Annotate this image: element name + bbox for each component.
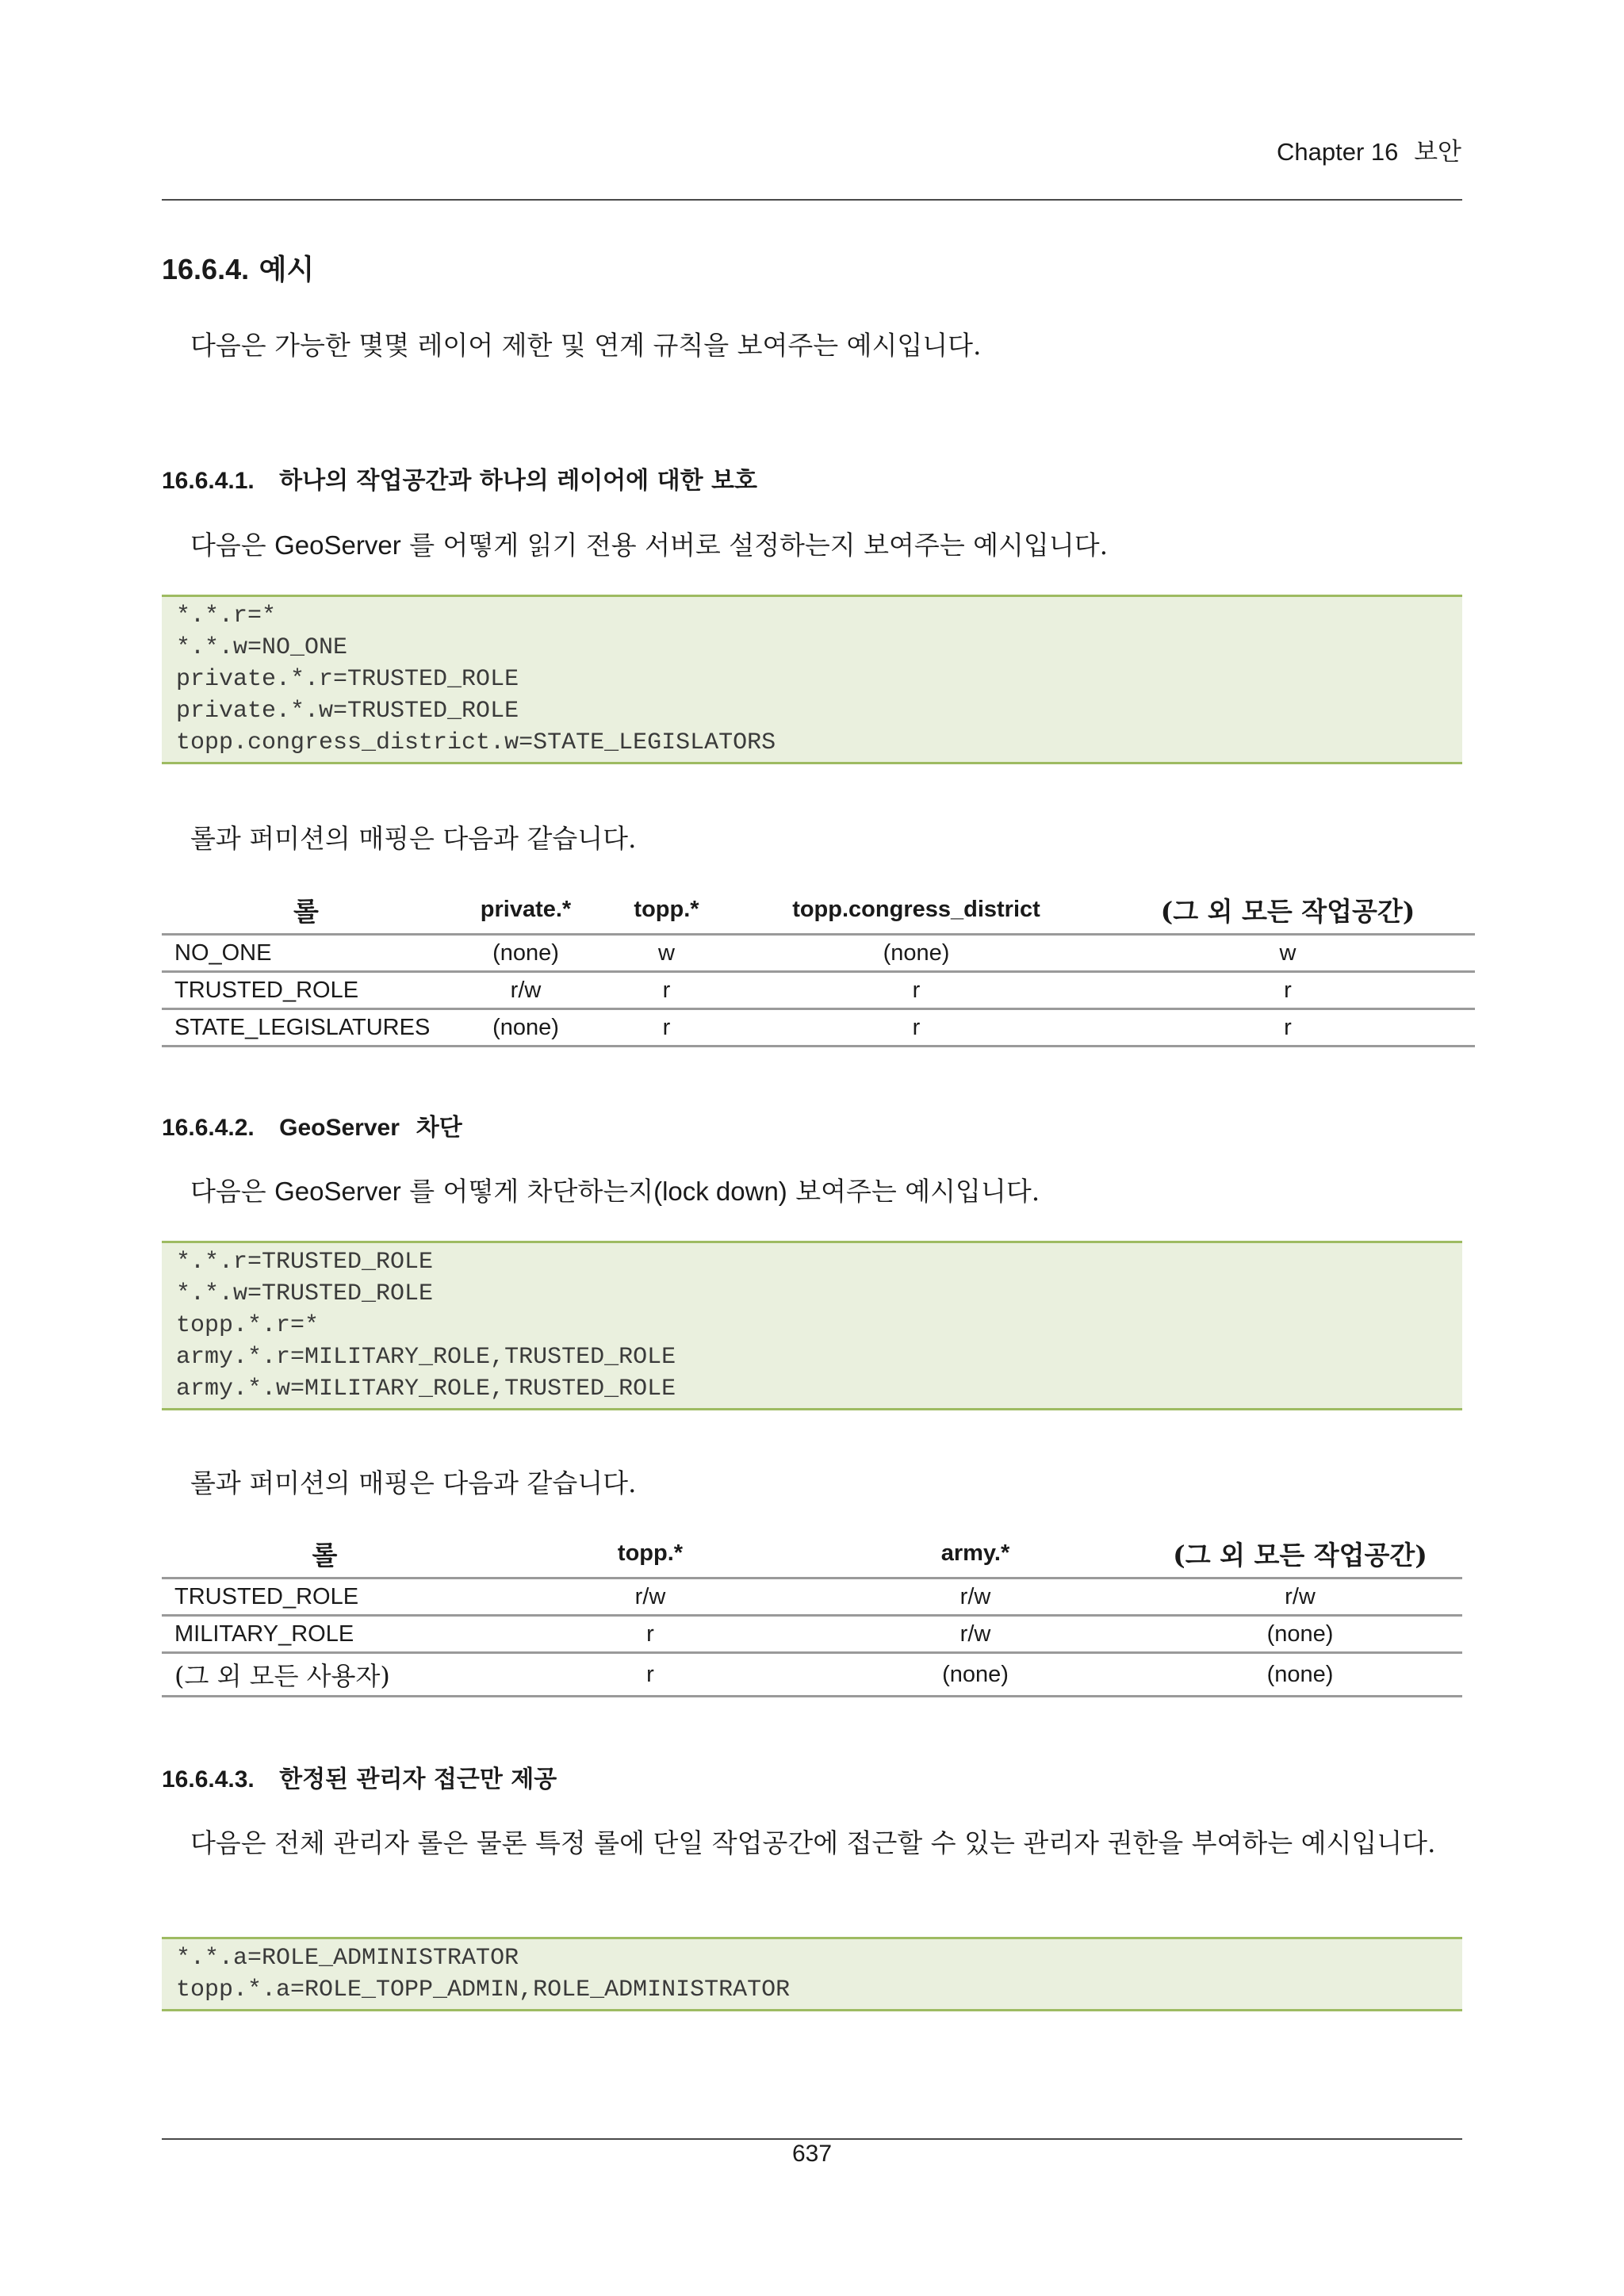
code-block-1 [162,595,1462,764]
para-text: 를 어떻게 차단하는지 [400,1176,654,1207]
code-line: topp.*.a=ROLE_TOPP_ADMIN,ROLE_ADMINISTRATOR [176,1976,791,2003]
table-header-row [162,886,1475,935]
code-line: private.*.w=TRUSTED_ROLE [176,698,519,725]
table-cell: (none) [1138,1653,1462,1697]
code-line: *.*.a=ROLE_ADMINISTRATOR [176,1945,519,1972]
table-cell: r [601,1009,732,1047]
running-header [1277,132,1461,167]
section-number: 16.6.4. [162,253,250,285]
table-cell: (none) [1138,1616,1462,1653]
brand-name: GeoServer [274,530,401,560]
table-cell: w [1101,935,1475,972]
code-line: *.*.w=NO_ONE [176,634,348,661]
column-header: (그 외 모든 작업공간) [1138,1529,1462,1578]
section-heading [162,247,314,288]
subsection-2-paragraph [162,1169,1491,1213]
table-row [162,1578,1462,1616]
subsection-1-title: 하나의 작업공간과 하나의 레이어에 대한 보호 [279,467,757,495]
table-row [162,935,1475,972]
table-cell: STATE_LEGISLATURES [162,1009,450,1047]
brand-name: GeoServer [274,1177,401,1206]
code-block-3 [162,1937,1462,2011]
table-cell: (none) [450,935,601,972]
mapping-text-2: 롤과 퍼미션의 매핑은 다음과 같습니다. [190,1468,637,1498]
intro-paragraph: 다음은 가능한 몇몇 레이어 제한 및 연계 규칙을 보여주는 예시입니다. [190,330,982,361]
table-cell: MILITARY_ROLE [162,1616,488,1653]
table-cell: r/w [488,1578,813,1616]
subsection-2-heading [162,1108,462,1142]
table-cell: NO_ONE [162,935,450,972]
table-cell: (그 외 모든 사용자) [162,1653,488,1697]
code-block-2 [162,1241,1462,1410]
column-header: topp.congress_district [732,886,1101,935]
para-text: (lock down) [653,1177,787,1206]
para-text: 를 어떻게 읽기 전용 서버로 설정하는지 보여주는 예시입니다. [400,530,1109,561]
permission-table-2 [162,1529,1462,1697]
table-cell: r/w [1138,1578,1462,1616]
code-line: topp.congress_district.w=STATE_LEGISLATORS [176,729,776,756]
table-cell: TRUSTED_ROLE [162,1578,488,1616]
subsection-2-number: 16.6.4.2. [162,1115,255,1141]
table-cell: r [1101,1009,1475,1047]
table-cell: r [601,972,732,1009]
subsection-2-title: 차단 [416,1114,462,1142]
chapter-title: 보안 [1414,138,1461,166]
code-line: *.*.w=TRUSTED_ROLE [176,1280,434,1307]
table-cell: r [488,1653,813,1697]
code-line: *.*.r=* [176,603,277,629]
para-text: 보여주는 예시입니다. [787,1176,1040,1207]
table-cell: (none) [450,1009,601,1047]
table-cell: r [732,1009,1101,1047]
subsection-1-paragraph [162,523,1491,567]
code-line: private.*.r=TRUSTED_ROLE [176,666,519,693]
page-number: 637 [791,2141,833,2167]
subsection-3-heading [162,1759,557,1794]
table-row [162,972,1475,1009]
code-line: army.*.r=MILITARY_ROLE,TRUSTED_ROLE [176,1344,676,1371]
table-cell: w [601,935,732,972]
table-cell: r/w [450,972,601,1009]
table-cell: r/w [813,1578,1138,1616]
code-line: topp.*.r=* [176,1312,320,1339]
table-cell: r [732,972,1101,1009]
header-rule [162,199,1462,201]
chapter-label: Chapter 16 [1276,138,1399,166]
mapping-text-1: 롤과 퍼미션의 매핑은 다음과 같습니다. [190,823,637,854]
code-line: *.*.r=TRUSTED_ROLE [176,1249,434,1276]
subsection-3-paragraph: 다음은 전체 관리자 롤은 물론 특정 롤에 단일 작업공간에 접근할 수 있는 관리자 권한을 부여하는 예시입니다. [190,1827,1436,1858]
subsection-3-title: 한정된 관리자 접근만 제공 [279,1766,557,1793]
table-cell: r [488,1616,813,1653]
table-header-row [162,1529,1462,1578]
table-row [162,1616,1462,1653]
table-cell: (none) [732,935,1101,972]
column-header: 롤 [162,886,450,935]
table-row [162,1009,1475,1047]
table-cell: TRUSTED_ROLE [162,972,450,1009]
para-text: 다음은 [190,1176,275,1207]
code-line: army.*.w=MILITARY_ROLE,TRUSTED_ROLE [176,1376,676,1402]
para-text: 다음은 [190,530,275,561]
section-title: 예시 [259,253,315,286]
column-header: 롤 [162,1529,488,1578]
column-header: topp.* [601,886,732,935]
subsection-2-brand: GeoServer [279,1115,400,1141]
subsection-1-heading [162,461,757,496]
column-header: topp.* [488,1529,813,1578]
subsection-3-number: 16.6.4.3. [162,1766,255,1793]
footer-rule [162,2138,1462,2140]
permission-table-1 [162,886,1475,1047]
column-header: (그 외 모든 작업공간) [1101,886,1475,935]
column-header: army.* [813,1529,1138,1578]
column-header: private.* [450,886,601,935]
table-cell: (none) [813,1653,1138,1697]
subsection-1-number: 16.6.4.1. [162,468,255,494]
table-cell: r/w [813,1616,1138,1653]
table-row [162,1653,1462,1697]
table-cell: r [1101,972,1475,1009]
